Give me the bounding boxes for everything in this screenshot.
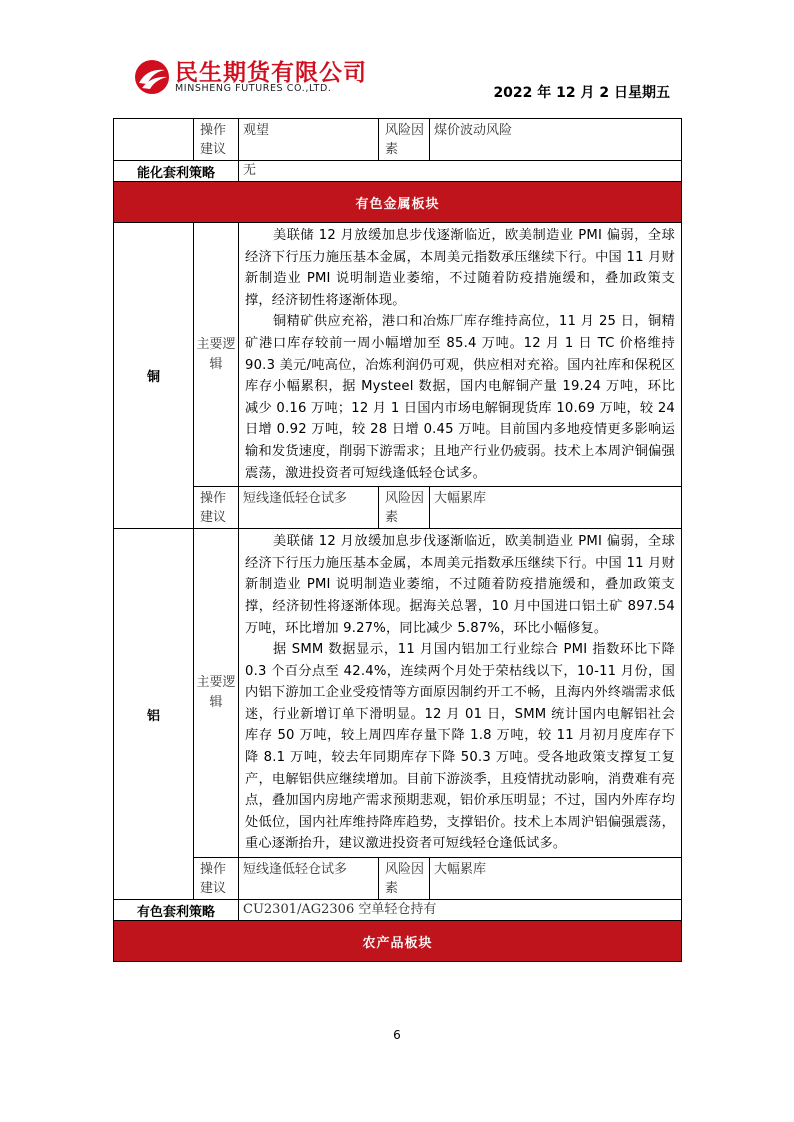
copper-advice-row xyxy=(114,487,682,529)
copper-paragraph: 美联储 12 月放缓加息步伐逐渐临近，欧美制造业 PMI 偏弱，全球经济下行压力施压基本金属，本周美元指数承压继续下行。中国 11 月财新制造业 PMI 说明制造业萎缩，不过随着防疫措施缓和，叠加政策支撑，经济韧性将逐渐体现。 xyxy=(245,228,675,308)
aluminum-logic-text xyxy=(239,529,682,858)
aluminum-paragraph: 美联储 12 月放缓加息步伐逐渐临近，欧美制造业 PMI 偏弱，全球经济下行压力施压基本金属，本周美元指数承压继续下行。中国 11 月财新制造业 PMI 说明制造业萎缩，不过随着防疫措施缓和，叠加政策支撑，经济韧性将逐渐体现。据海关总署，10 月中国进口铝土矿 897.54 万吨，环比增加 9.27%，同比减少 5.87%，环比小幅修复。 xyxy=(245,534,675,636)
copper-logic-label: 主要逻辑 xyxy=(194,223,239,487)
risk-label: 风险因素 xyxy=(379,119,430,161)
aluminum-advice: 短线逢低轻仓试多 xyxy=(239,858,379,900)
risk-label: 风险因素 xyxy=(379,858,430,900)
energy-strategy-label: 能化套利策略 xyxy=(114,161,239,182)
aluminum-logic-label: 主要逻辑 xyxy=(194,529,239,858)
copper-logic-row xyxy=(114,223,682,487)
copper-logic-text xyxy=(239,223,682,487)
section-title-metals: 有色金属板块 xyxy=(114,182,682,223)
metal-strategy-row xyxy=(114,900,682,921)
report-table xyxy=(113,118,682,962)
aluminum-risk: 大幅累库 xyxy=(430,858,682,900)
aluminum-paragraph: 据 SMM 数据显示，11 月国内铝加工行业综合 PMI 指数环比下降 0.3 个百分点至 42.4%，连续两个月处于荣枯线以下，10-11 月份，国内铝下游加工企业受疫情等方面原因制约开工不畅，且海内外终端需求低迷，行业新增订单下滑明显。12 月 01 日，SMM 统计国内电解铝社会库存 50 万吨，较上周四库存量下降 1.8 万吨，较 11 月初月度库存下降 8.1 万吨，较去年同期库存下降 50.3 万吨。受各地政策支撑复工复产，电解铝供应继续增加。目前下游淡季，且疫情扰动影响，消费难有亮点，叠加国内房地产需求预期悲观，铝价承压明显；不过，国内外库存均处低位，国内社库维持降库趋势，支撑铝价。技术上本周沪铝偏强震荡，重心逐渐抬升，建议激进投资者可短线轻仓逢低试多。 xyxy=(245,642,675,852)
report-date: 2022 年 12 月 2 日星期五 xyxy=(493,85,670,101)
metal-strategy-value: CU2301/AG2306 空单轻仓持有 xyxy=(239,900,682,921)
minsheng-logo-icon xyxy=(133,58,171,96)
copper-advice: 短线逢低轻仓试多 xyxy=(239,487,379,529)
energy-risk: 煤价波动风险 xyxy=(430,119,682,161)
operation-label: 操作建议 xyxy=(194,858,239,900)
company-name-en: MINSHENG FUTURES CO.,LTD. xyxy=(175,83,332,94)
operation-label: 操作建议 xyxy=(194,119,239,161)
company-logo xyxy=(133,56,373,102)
aluminum-name: 铝 xyxy=(114,529,194,900)
section-title-agri: 农产品板块 xyxy=(114,921,682,962)
energy-strategy-value: 无 xyxy=(239,161,682,182)
energy-strategy-row xyxy=(114,161,682,182)
copper-paragraph: 铜精矿供应充裕，港口和冶炼厂库存维持高位，11 月 25 日，铜精矿港口库存较前一周小幅增加至 85.4 万吨。12 月 1 日 TC 价格维持 90.3 美元/吨高位，冶炼利润仍可观，供应相对充裕。国内社库和保税区库存小幅累积，据 Mysteel 数据，国内电解铜产量 19.24 万吨，环比减少 0.16 万吨；12 月 1 日国内市场电解铜现货库 10.69 万吨，较 24 日增 0.92 万吨，较 28 日增 0.45 万吨。目前国内多地疫情更多影响运输和发货速度，削弱下游需求；且地产行业仍疲弱。技术上本周沪铜偏强震荡，激进投资者可短线逢低轻仓试多。 xyxy=(245,314,675,481)
metal-strategy-label: 有色套利策略 xyxy=(114,900,239,921)
page-header xyxy=(0,0,794,110)
energy-advice: 观望 xyxy=(239,119,379,161)
blank-cell xyxy=(114,119,194,161)
page-number: 6 xyxy=(393,1028,401,1042)
company-name-cn: 民生期货有限公司 xyxy=(175,60,367,86)
operation-label: 操作建议 xyxy=(194,487,239,529)
aluminum-advice-row xyxy=(114,858,682,900)
energy-advice-row xyxy=(114,119,682,161)
risk-label: 风险因素 xyxy=(379,487,430,529)
aluminum-logic-row xyxy=(114,529,682,858)
copper-risk: 大幅累库 xyxy=(430,487,682,529)
copper-name: 铜 xyxy=(114,223,194,529)
agri-section-row xyxy=(114,921,682,962)
metals-section-row xyxy=(114,182,682,223)
